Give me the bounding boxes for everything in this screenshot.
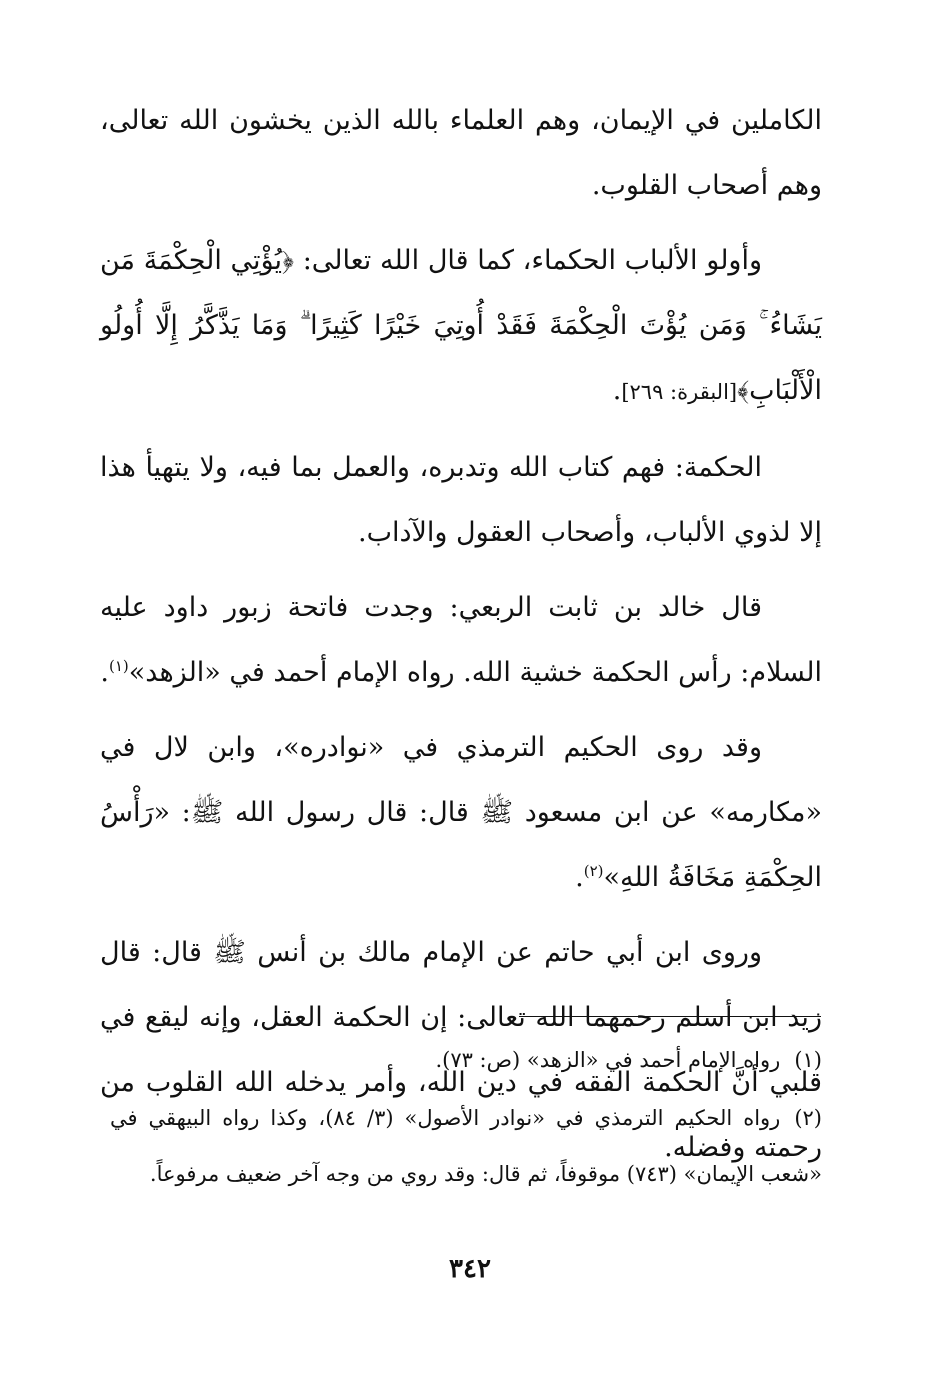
footnote-1-number: (١) (794, 1048, 822, 1072)
paragraph-1-text: الكاملين في الإيمان، وهم العلماء بالله الذين يخشون الله تعالى، وهم أصحاب القلوب. (100, 105, 822, 201)
verse-reference: [البقرة: ٢٦٩] (621, 380, 738, 404)
paragraph-2-intro: وأولو الألباب الحكماء، كما قال الله تعالى: (302, 245, 762, 276)
footnote-2-text: رواه الحكيم الترمذي في «نوادر الأصول» (٣/ ٨٤)، وكذا رواه البيهقي في «شعب الإيمان» (٧٤٣) موقوفاً، ثم قال: وقد روي من وجه آخر ضعيف مرفوعاً. (110, 1106, 822, 1186)
footnote-divider (519, 1016, 821, 1017)
paragraph-2-end: . (612, 375, 622, 406)
paragraph-2 (100, 228, 822, 425)
footnote-1-text: رواه الإمام أحمد في «الزهد» (ص: ٧٣). (435, 1048, 781, 1072)
quran-verse: ﴿يُؤْتِي الْحِكْمَةَ مَن يَشَاءُ ۚ وَمَن يُؤْتَ الْحِكْمَةَ فَقَدْ أُوتِيَ خَيْرًا كَثِيرًا ۗ وَمَا يَذَّكَّرُ إِلَّا أُولُو الْأَلْبَابِ﴾ (100, 245, 822, 406)
paragraph-5 (100, 715, 822, 910)
paragraph-5-text: وقد روى الحكيم الترمذي في «نوادره»، وابن لال في «مكارمه» عن ابن مسعود ﷺ قال: قال رسول الله ﷺ: «رَأْسُ الحِكْمَةِ مَخَافَةُ اللهِ» (100, 732, 822, 893)
paragraph-5-end: . (575, 862, 584, 893)
footnote-2 (110, 1090, 822, 1202)
paragraph-1 (100, 88, 822, 218)
paragraph-6-text: وروى ابن أبي حاتم عن الإمام مالك بن أنس ﷺ قال: قال زيد ابن أسلم رحمهما الله تعالى: إن الحكمة العقل، وإنه ليقع في قلبي أنَّ الحكمة الفقه في دين الله، وأمر يدخله الله القلوب من رحمته وفضله. (100, 937, 822, 1163)
paragraph-4-end: . (100, 657, 109, 688)
paragraph-3 (100, 435, 822, 565)
paragraph-4 (100, 575, 822, 705)
paragraph-4-text: قال خالد بن ثابت الربعي: وجدت فاتحة زبور داود عليه السلام: رأس الحكمة خشية الله. رواه الإمام أحمد في «الزهد» (100, 592, 822, 688)
footnote-marker-2: (٢) (583, 862, 604, 880)
footnote-2-number: (٢) (794, 1106, 822, 1130)
paragraph-3-text: الحكمة: فهم كتاب الله وتدبره، والعمل بما فيه، ولا يتهيأ هذا إلا لذوي الألباب، وأصحاب العقول والآداب. (100, 452, 822, 548)
footnotes (110, 1032, 822, 1204)
page-number: ٣٤٢ (449, 1254, 491, 1284)
main-text (100, 88, 822, 1190)
footnote-marker-1: (١) (108, 657, 129, 675)
footnote-1 (110, 1032, 822, 1088)
